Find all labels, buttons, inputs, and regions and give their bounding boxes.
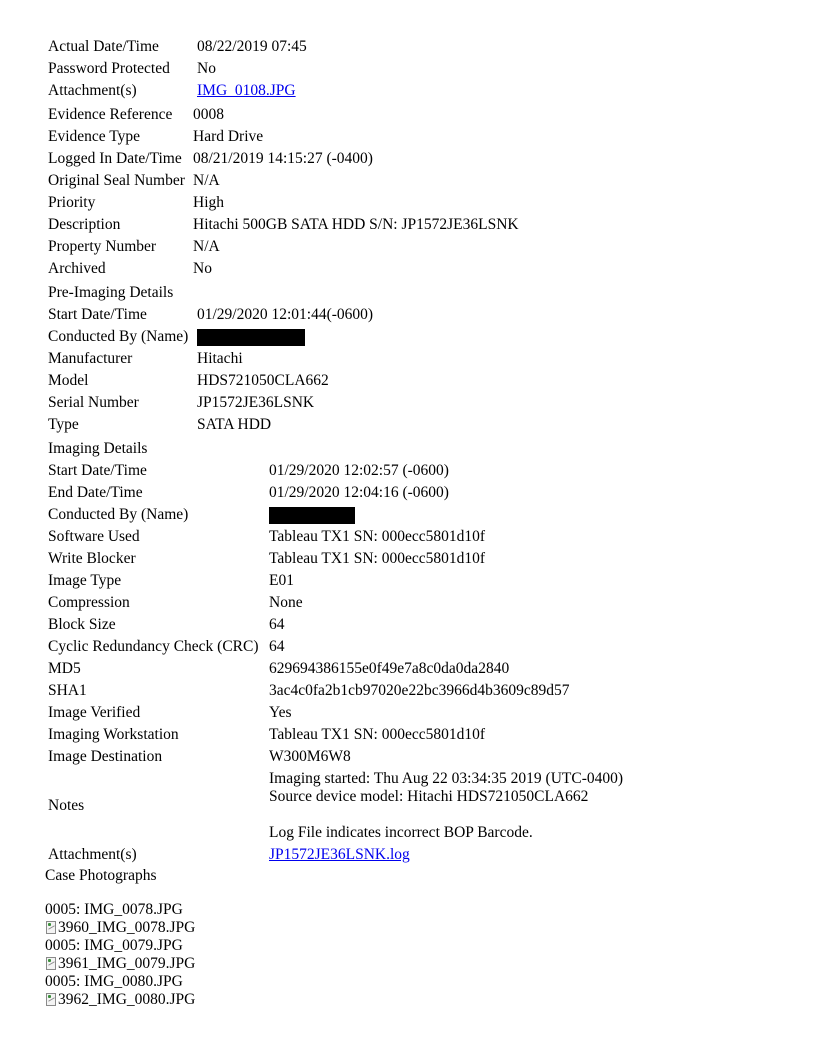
write-blocker-value: Tableau TX1 SN: 000ecc5801d10f [269, 550, 486, 567]
block-size-value: 64 [269, 616, 285, 633]
log-attachment-link[interactable]: JP1572JE36LSNK.log [269, 846, 410, 863]
actual-datetime-label: Actual Date/Time [48, 38, 159, 55]
archived-value: No [193, 260, 212, 277]
evidence-reference-value: 0008 [193, 106, 224, 123]
block-size-label: Block Size [48, 616, 116, 633]
destination-label: Image Destination [48, 748, 163, 765]
image-verified-label: Image Verified [48, 704, 141, 721]
photo-caption: 0005: IMG_0080.JPG [45, 973, 183, 990]
img-conducted-label: Conducted By (Name) [48, 506, 189, 523]
crc-value: 64 [269, 638, 285, 655]
manufacturer-value: Hitachi [197, 350, 243, 367]
evidence-type-value: Hard Drive [193, 128, 264, 145]
pre-conducted-label: Conducted By (Name) [48, 328, 189, 345]
redaction-box [269, 507, 355, 524]
photo-image[interactable] [45, 919, 195, 937]
pre-start-value: 01/29/2020 12:01:44(-0600) [197, 306, 374, 323]
evidence-type-label: Evidence Type [48, 128, 141, 145]
workstation-label: Imaging Workstation [48, 726, 179, 743]
pre-imaging-heading: Pre-Imaging Details [48, 284, 174, 301]
software-label: Software Used [48, 528, 140, 545]
case-photographs-heading: Case Photographs [45, 867, 157, 884]
imaging-heading: Imaging Details [48, 440, 148, 457]
password-value: No [197, 60, 216, 77]
image-type-value: E01 [269, 572, 294, 589]
compression-value: None [269, 594, 303, 611]
redaction-box [197, 329, 305, 346]
broken-image-icon [45, 956, 57, 970]
seal-number-label: Original Seal Number [48, 172, 185, 189]
img-start-label: Start Date/Time [48, 462, 147, 479]
workstation-value: Tableau TX1 SN: 000ecc5801d10f [269, 726, 486, 743]
attachment-label: Attachment(s) [48, 82, 137, 99]
photo-alt-text: 3961_IMG_0079.JPG [58, 955, 196, 972]
property-number-value: N/A [193, 238, 220, 255]
md5-value: 629694386155e0f49e7a8c0da0da2840 [269, 660, 510, 677]
img-start-value: 01/29/2020 12:02:57 (-0600) [269, 462, 449, 479]
evidence-reference-label: Evidence Reference [48, 106, 173, 123]
image-type-label: Image Type [48, 572, 122, 589]
description-label: Description [48, 216, 121, 233]
photo-caption: 0005: IMG_0079.JPG [45, 937, 183, 954]
priority-value: High [193, 194, 224, 211]
broken-image-icon [45, 992, 57, 1006]
sha1-label: SHA1 [48, 682, 87, 699]
notes-line: Imaging started: Thu Aug 22 03:34:35 2019 (UTC-0400) [269, 770, 624, 787]
notes-line: Source device model: Hitachi HDS721050CLA662 [269, 788, 589, 805]
property-number-label: Property Number [48, 238, 157, 255]
archived-label: Archived [48, 260, 106, 277]
img-end-label: End Date/Time [48, 484, 143, 501]
crc-label: Cyclic Redundancy Check (CRC) [48, 638, 259, 655]
priority-label: Priority [48, 194, 96, 211]
sha1-value: 3ac4c0fa2b1cb97020e22bc3966d4b3609c89d57 [269, 682, 570, 699]
actual-datetime-value: 08/22/2019 07:45 [197, 38, 307, 55]
write-blocker-label: Write Blocker [48, 550, 136, 567]
md5-label: MD5 [48, 660, 81, 677]
model-label: Model [48, 372, 89, 389]
notes-line: Log File indicates incorrect BOP Barcode. [269, 824, 533, 841]
drive-type-label: Type [48, 416, 79, 433]
photo-caption: 0005: IMG_0078.JPG [45, 901, 183, 918]
seal-number-value: N/A [193, 172, 220, 189]
drive-type-value: SATA HDD [197, 416, 272, 433]
attachment-link[interactable]: IMG_0108.JPG [197, 82, 296, 99]
log-attachment-label: Attachment(s) [48, 846, 137, 863]
photo-alt-text: 3960_IMG_0078.JPG [58, 919, 196, 936]
image-verified-value: Yes [269, 704, 292, 721]
manufacturer-label: Manufacturer [48, 350, 133, 367]
destination-value: W300M6W8 [269, 748, 351, 765]
broken-image-icon [45, 920, 57, 934]
description-value: Hitachi 500GB SATA HDD S/N: JP1572JE36LSNK [193, 216, 519, 233]
photo-alt-text: 3962_IMG_0080.JPG [58, 991, 196, 1008]
software-value: Tableau TX1 SN: 000ecc5801d10f [269, 528, 486, 545]
notes-label: Notes [48, 797, 85, 814]
logged-in-value: 08/21/2019 14:15:27 (-0400) [193, 150, 373, 167]
model-value: HDS721050CLA662 [197, 372, 329, 389]
photo-image[interactable] [45, 955, 195, 973]
compression-label: Compression [48, 594, 130, 611]
logged-in-label: Logged In Date/Time [48, 150, 182, 167]
serial-value: JP1572JE36LSNK [197, 394, 315, 411]
img-end-value: 01/29/2020 12:04:16 (-0600) [269, 484, 449, 501]
photo-image[interactable] [45, 991, 195, 1009]
password-label: Password Protected [48, 60, 170, 77]
pre-start-label: Start Date/Time [48, 306, 147, 323]
serial-label: Serial Number [48, 394, 139, 411]
